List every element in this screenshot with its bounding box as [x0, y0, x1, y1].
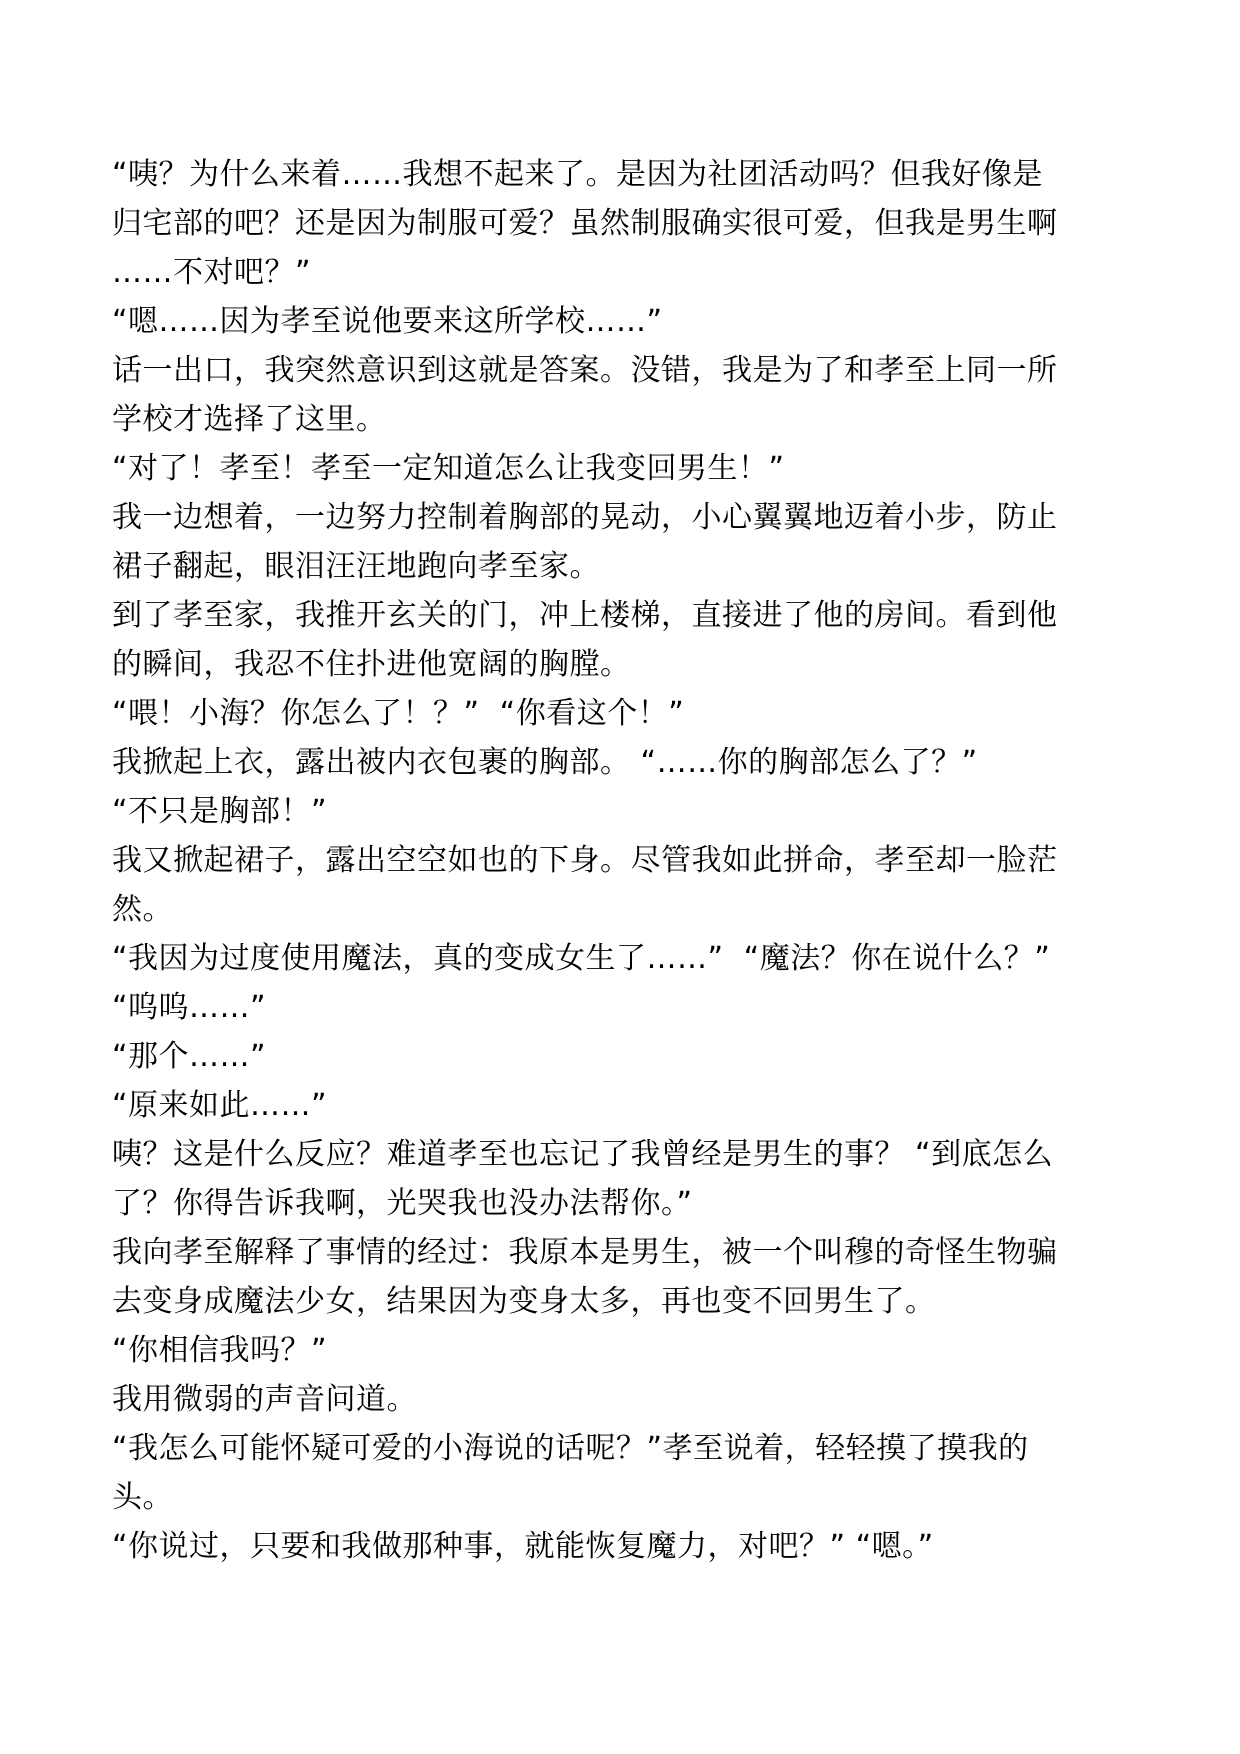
paragraph-13: “那个……”: [112, 1039, 267, 1074]
paragraph-3: 话一出口，我突然意识到这就是答案。没错，我是为了和孝至上同一所 学校才选择了这里。: [112, 353, 1058, 437]
paragraph-9: “不只是胸部！”: [112, 794, 328, 829]
paragraph-1: “咦？为什么来着……我想不起来了。是因为社团活动吗？但我好像是 归宅部的吧？还是因为制服可爱？虽然制服确实很可爱，但我是男生啊 ……不对吧？”: [112, 157, 1058, 290]
paragraph-5: 我一边想着，一边努力控制着胸部的晃动，小心翼翼地迈着小步，防止 裙子翻起，眼泪汪汪地跑向孝至家。: [112, 500, 1058, 584]
paragraph-8: 我掀起上衣，露出被内衣包裹的胸部。 “……你的胸部怎么了？”: [112, 745, 978, 780]
paragraph-2: “嗯……因为孝至说他要来这所学校……”: [112, 304, 663, 339]
body-text: [112, 150, 1192, 1571]
paragraph-17: “你相信我吗？”: [112, 1333, 328, 1368]
paragraph-19: “我怎么可能怀疑可爱的小海说的话呢？”孝至说着，轻轻摸了摸我的 头。: [112, 1431, 1029, 1515]
paragraph-20: “你说过，只要和我做那种事，就能恢复魔力，对吧？” “嗯。”: [112, 1529, 934, 1564]
paragraph-12: “呜呜……”: [112, 990, 267, 1025]
paragraph-7: “喂！小海？你怎么了！？” “你看这个！”: [112, 696, 685, 731]
paragraph-15: 咦？这是什么反应？难道孝至也忘记了我曾经是男生的事？ “到底怎么 了？你得告诉我啊，光哭我也没办法帮你。”: [112, 1137, 1054, 1221]
paragraph-6: 到了孝至家，我推开玄关的门，冲上楼梯，直接进了他的房间。看到他 的瞬间，我忍不住扑进他宽阔的胸膛。: [112, 598, 1058, 682]
paragraph-4: “对了！孝至！孝至一定知道怎么让我变回男生！”: [112, 451, 785, 486]
paragraph-14: “原来如此……”: [112, 1088, 328, 1123]
paragraph-10: 我又掀起裙子，露出空空如也的下身。尽管我如此拼命，孝至却一脸茫 然。: [112, 843, 1058, 927]
paragraph-18: 我用微弱的声音问道。: [112, 1382, 417, 1417]
paragraph-11: “我因为过度使用魔法，真的变成女生了……” “魔法？你在说什么？”: [112, 941, 1051, 976]
paragraph-16: 我向孝至解释了事情的经过：我原本是男生，被一个叫穆的奇怪生物骗 去变身成魔法少女，结果因为变身太多，再也变不回男生了。: [112, 1235, 1058, 1319]
